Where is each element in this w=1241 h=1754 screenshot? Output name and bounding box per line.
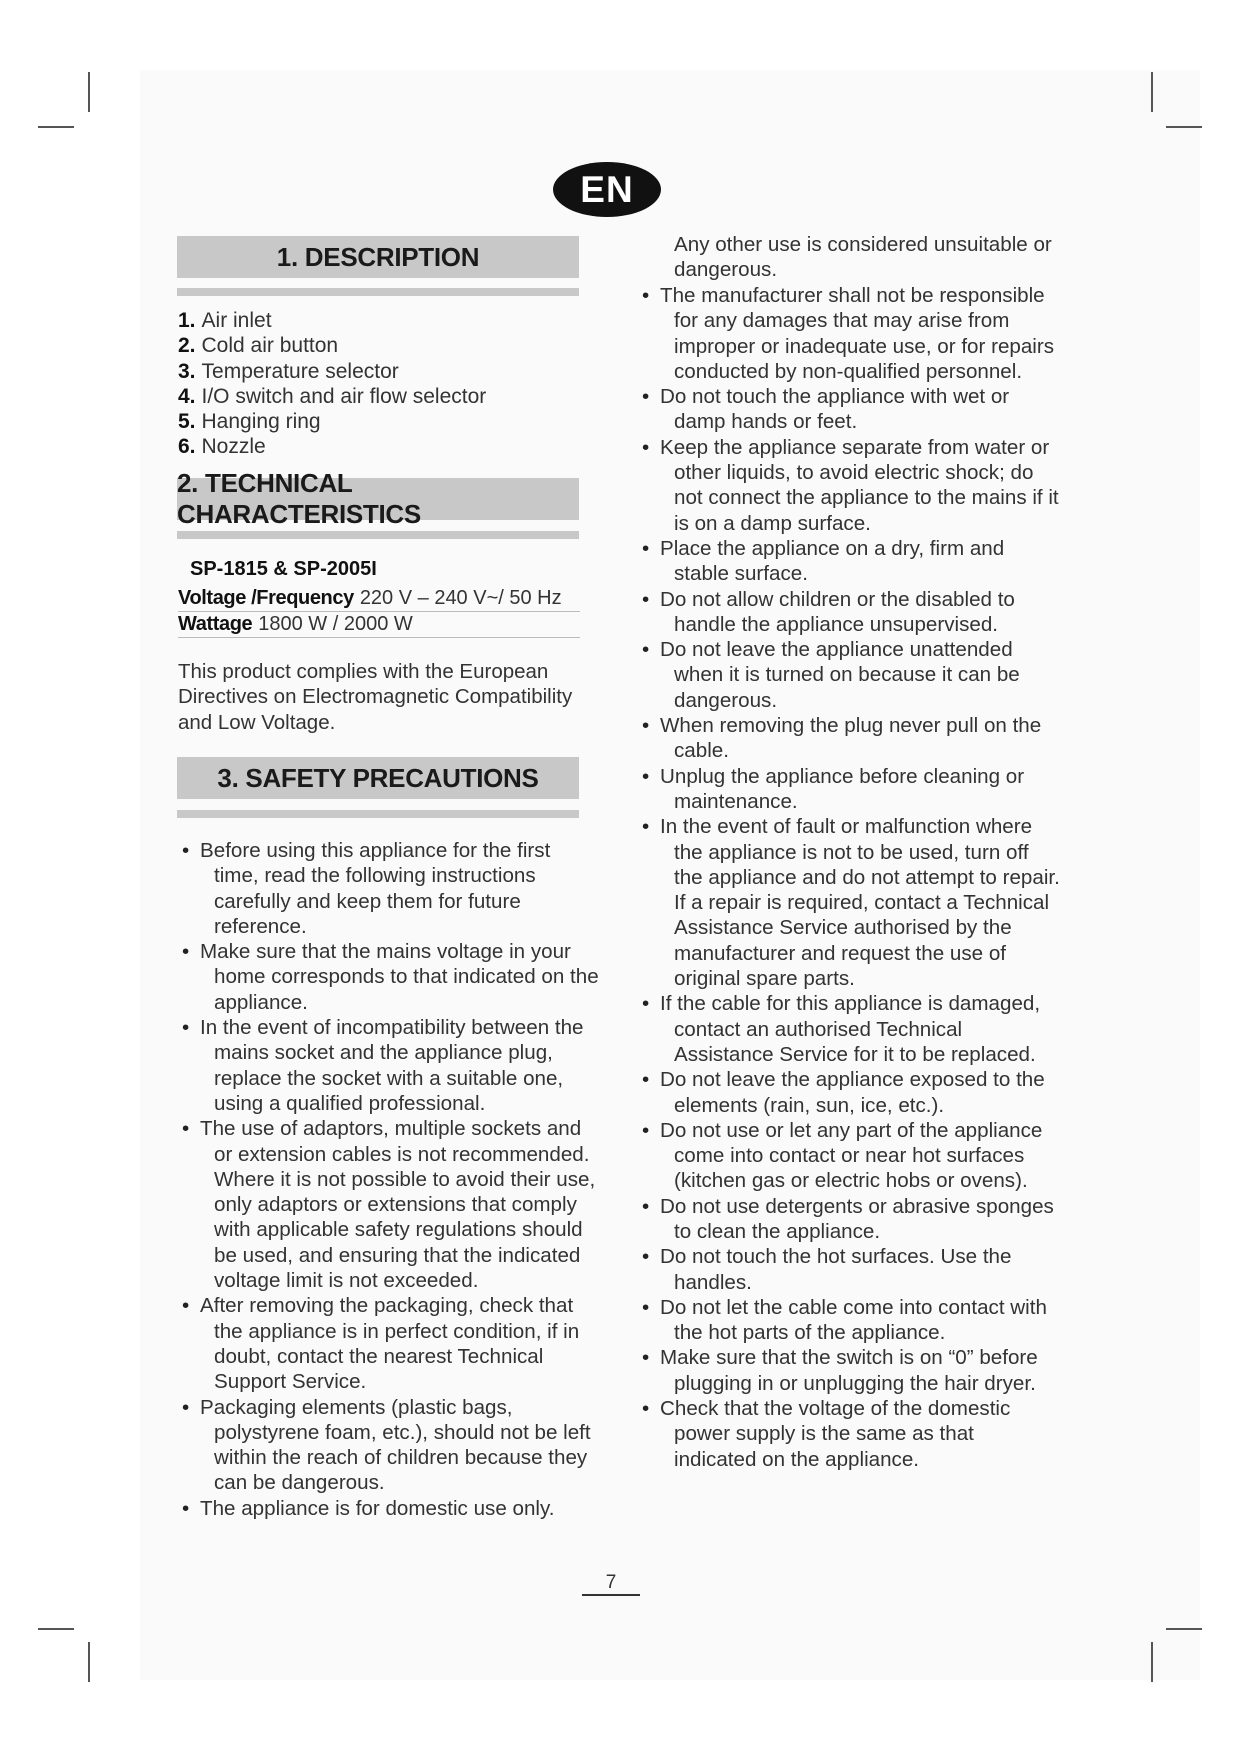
crop-mark [1166, 1628, 1202, 1630]
item-number: 2. [178, 334, 196, 358]
technical-heading: 2. TECHNICAL CHARACTERISTICS [177, 478, 579, 520]
list-item [178, 333, 486, 358]
section-divider [177, 810, 579, 818]
list-item: • Make sure that the mains voltage in your home corresponds to that indicated on the appliance. [180, 939, 600, 1015]
item-number: 6. [178, 435, 196, 459]
list-item [178, 359, 486, 384]
list-item: • Do not leave the appliance unattended when it is turned on because it can be dangerous. [640, 637, 1060, 713]
item-text: Hanging ring [201, 410, 321, 434]
spec-label: Wattage [178, 613, 253, 635]
safety-list-left [180, 838, 600, 1521]
list-item: • Place the appliance on a dry, firm and stable surface. [640, 536, 1060, 587]
list-item [178, 384, 486, 409]
parts-list [178, 308, 486, 460]
item-number: 3. [178, 359, 196, 383]
list-item: • Make sure that the switch is on “0” before plugging in or unplugging the hair dryer. [640, 1345, 1060, 1396]
list-item: • Do not use detergents or abrasive sponges to clean the appliance. [640, 1194, 1060, 1245]
list-item: • In the event of incompatibility between the mains socket and the appliance plug, replace the socket with a suitable one, using a qualified professional. [180, 1015, 600, 1116]
item-text: Air inlet [201, 309, 272, 332]
list-item: • Do not let the cable come into contact with the hot parts of the appliance. [640, 1295, 1060, 1346]
spec-value: 220 V – 240 V~/ 50 Hz [359, 587, 562, 609]
spec-table [178, 586, 580, 638]
continuation-text: Any other use is considered unsuitable or dangerous. [674, 233, 1052, 282]
item-number: 5. [178, 410, 196, 434]
list-item: • Unplug the appliance before cleaning or maintenance. [640, 764, 1060, 815]
section-divider [177, 531, 579, 539]
list-item [178, 409, 486, 434]
list-item: • Before using this appliance for the first time, read the following instructions carefully and keep them for future reference. [180, 838, 600, 939]
section-divider [177, 288, 579, 296]
crop-mark [1151, 72, 1153, 112]
list-item [178, 308, 486, 333]
list-item: • Keep the appliance separate from water or other liquids, to avoid electric shock; do not connect the appliance to the mains if it is on a damp surface. [640, 435, 1060, 536]
spec-row [178, 612, 580, 638]
language-badge: EN [553, 162, 661, 217]
list-item: • Do not use or let any part of the appliance come into contact or near hot surfaces (kitchen gas or electric hobs or ovens). [640, 1118, 1060, 1194]
safety-list-right [640, 283, 1060, 1472]
safety-heading: 3. SAFETY PRECAUTIONS [177, 757, 579, 799]
compliance-text: This product complies with the European Directives on Electromagnetic Compatibility and Low Voltage. [178, 660, 573, 734]
item-text: Cold air button [201, 334, 339, 358]
page-number: 7 [582, 1572, 640, 1596]
crop-mark [38, 126, 74, 128]
list-item: • Do not touch the appliance with wet or damp hands or feet. [640, 384, 1060, 435]
list-item: • When removing the plug never pull on the cable. [640, 713, 1060, 764]
list-item: • The use of adaptors, multiple sockets and or extension cables is not recommended. Where it is not possible to avoid their use, only adaptors or extensions that comply with applicable safety regulations should be used, and ensuring that the indicated voltage limit is not exceeded. [180, 1116, 600, 1293]
item-number: 1. [178, 309, 196, 332]
list-item: • Do not touch the hot surfaces. Use the handles. [640, 1244, 1060, 1295]
list-item: • In the event of fault or malfunction where the appliance is not to be used, turn off the appliance and do not attempt to repair. If a repair is required, contact a Technical Assistance Service authorised by the manufacturer and request the use of original spare parts. [640, 814, 1060, 991]
crop-mark [1166, 126, 1202, 128]
list-item: • After removing the packaging, check that the appliance is in perfect condition, if in doubt, contact the nearest Technical Support Service. [180, 1293, 600, 1394]
list-item: • Check that the voltage of the domestic power supply is the same as that indicated on the appliance. [640, 1396, 1060, 1472]
crop-mark [88, 72, 90, 112]
item-text: Nozzle [201, 435, 266, 459]
list-item: • Packaging elements (plastic bags, polystyrene foam, etc.), should not be left within the reach of children because they can be dangerous. [180, 1395, 600, 1496]
list-item: • The manufacturer shall not be responsible for any damages that may arise from improper or inadequate use, or for repairs conducted by non-qualified personnel. [640, 283, 1060, 384]
item-text: I/O switch and air flow selector [201, 384, 487, 408]
list-item: • The appliance is for domestic use only. [180, 1496, 600, 1521]
list-item: • Do not leave the appliance exposed to the elements (rain, sun, ice, etc.). [640, 1067, 1060, 1118]
spec-value: 1800 W / 2000 W [258, 613, 413, 635]
spec-label: Voltage /Frequency [178, 587, 354, 609]
list-item: • If the cable for this appliance is damaged, contact an authorised Technical Assistance Service for it to be replaced. [640, 991, 1060, 1067]
description-heading: 1. DESCRIPTION [177, 236, 579, 278]
model-numbers: SP-1815 & SP-2005I [190, 558, 377, 580]
item-text: Temperature selector [201, 359, 399, 383]
list-item [178, 434, 486, 459]
item-number: 4. [178, 384, 196, 408]
crop-mark [38, 1628, 74, 1630]
list-item: • Do not allow children or the disabled to handle the appliance unsupervised. [640, 587, 1060, 638]
crop-mark [88, 1642, 90, 1682]
crop-mark [1151, 1642, 1153, 1682]
spec-row [178, 586, 580, 612]
